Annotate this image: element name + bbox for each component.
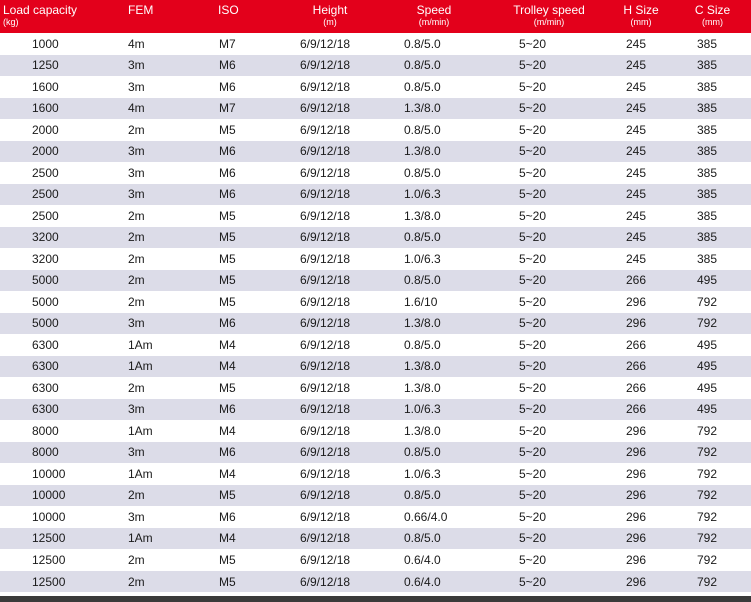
cell-height: 6/9/12/18 [282, 356, 378, 378]
cell-h-size: 296 [608, 528, 674, 550]
cell-c-size: 495 [674, 377, 751, 399]
table-row [0, 98, 751, 120]
cell-trolley-speed: 5~20 [490, 571, 608, 593]
header-trolley-speed [490, 0, 608, 33]
cell-h-size: 266 [608, 399, 674, 421]
cell-load-capacity: 1600 [0, 98, 94, 120]
cell-speed: 1.6/10 [378, 291, 490, 313]
cell-c-size: 792 [674, 549, 751, 571]
cell-speed: 1.0/6.3 [378, 184, 490, 206]
cell-speed: 1.3/8.0 [378, 313, 490, 335]
cell-speed: 1.3/8.0 [378, 420, 490, 442]
cell-iso: M6 [188, 313, 282, 335]
cell-fem: 2m [94, 291, 188, 313]
cell-h-size: 296 [608, 463, 674, 485]
table-row [0, 76, 751, 98]
cell-trolley-speed: 5~20 [490, 291, 608, 313]
cell-speed: 0.8/5.0 [378, 528, 490, 550]
cell-h-size: 245 [608, 76, 674, 98]
header-unit: (m) [323, 17, 337, 27]
cell-c-size: 385 [674, 184, 751, 206]
cell-trolley-speed: 5~20 [490, 184, 608, 206]
cell-trolley-speed: 5~20 [490, 442, 608, 464]
cell-fem: 3m [94, 506, 188, 528]
cell-trolley-speed: 5~20 [490, 119, 608, 141]
table-row [0, 33, 751, 55]
cell-load-capacity: 1250 [0, 55, 94, 77]
cell-c-size: 792 [674, 420, 751, 442]
cell-c-size: 385 [674, 248, 751, 270]
cell-fem: 3m [94, 55, 188, 77]
table-row [0, 55, 751, 77]
cell-c-size: 792 [674, 463, 751, 485]
cell-h-size: 296 [608, 506, 674, 528]
cell-trolley-speed: 5~20 [490, 485, 608, 507]
header-label: C Size [694, 3, 731, 17]
cell-height: 6/9/12/18 [282, 463, 378, 485]
cell-trolley-speed: 5~20 [490, 528, 608, 550]
cell-fem: 3m [94, 76, 188, 98]
table-row [0, 205, 751, 227]
cell-h-size: 245 [608, 184, 674, 206]
cell-speed: 0.8/5.0 [378, 119, 490, 141]
cell-speed: 0.8/5.0 [378, 485, 490, 507]
cell-load-capacity: 1600 [0, 76, 94, 98]
cell-load-capacity: 2000 [0, 141, 94, 163]
cell-height: 6/9/12/18 [282, 420, 378, 442]
cell-iso: M5 [188, 485, 282, 507]
cell-height: 6/9/12/18 [282, 33, 378, 55]
cell-c-size: 385 [674, 205, 751, 227]
table-row [0, 485, 751, 507]
cell-trolley-speed: 5~20 [490, 98, 608, 120]
cell-speed: 0.8/5.0 [378, 33, 490, 55]
header-h-size [608, 0, 674, 33]
cell-fem: 2m [94, 270, 188, 292]
cell-fem: 3m [94, 162, 188, 184]
cell-fem: 3m [94, 184, 188, 206]
bottom-divider [0, 596, 751, 602]
cell-trolley-speed: 5~20 [490, 549, 608, 571]
cell-speed: 0.6/4.0 [378, 571, 490, 593]
cell-iso: M5 [188, 227, 282, 249]
cell-c-size: 385 [674, 119, 751, 141]
table-row [0, 571, 751, 593]
header-unit: (kg) [3, 17, 19, 27]
header-row [0, 0, 751, 33]
cell-height: 6/9/12/18 [282, 141, 378, 163]
cell-fem: 2m [94, 571, 188, 593]
table-row [0, 313, 751, 335]
cell-c-size: 792 [674, 291, 751, 313]
cell-height: 6/9/12/18 [282, 227, 378, 249]
cell-trolley-speed: 5~20 [490, 227, 608, 249]
table-header [0, 0, 751, 33]
cell-iso: M7 [188, 98, 282, 120]
cell-load-capacity: 1000 [0, 33, 94, 55]
cell-h-size: 296 [608, 549, 674, 571]
table-row [0, 162, 751, 184]
cell-load-capacity: 2500 [0, 205, 94, 227]
cell-fem: 3m [94, 399, 188, 421]
cell-fem: 2m [94, 227, 188, 249]
cell-fem: 2m [94, 485, 188, 507]
cell-h-size: 296 [608, 420, 674, 442]
cell-load-capacity: 2500 [0, 184, 94, 206]
cell-trolley-speed: 5~20 [490, 141, 608, 163]
cell-trolley-speed: 5~20 [490, 463, 608, 485]
cell-speed: 1.3/8.0 [378, 356, 490, 378]
table-row [0, 356, 751, 378]
cell-iso: M5 [188, 248, 282, 270]
cell-h-size: 245 [608, 227, 674, 249]
cell-c-size: 385 [674, 33, 751, 55]
cell-iso: M4 [188, 334, 282, 356]
table-body [0, 33, 751, 592]
header-c-size [674, 0, 751, 33]
cell-trolley-speed: 5~20 [490, 506, 608, 528]
cell-load-capacity: 6300 [0, 377, 94, 399]
cell-load-capacity: 2500 [0, 162, 94, 184]
cell-fem: 4m [94, 33, 188, 55]
cell-iso: M4 [188, 356, 282, 378]
cell-speed: 0.8/5.0 [378, 55, 490, 77]
cell-height: 6/9/12/18 [282, 270, 378, 292]
cell-iso: M5 [188, 205, 282, 227]
cell-h-size: 245 [608, 205, 674, 227]
cell-h-size: 296 [608, 442, 674, 464]
cell-h-size: 245 [608, 248, 674, 270]
cell-h-size: 245 [608, 119, 674, 141]
cell-h-size: 296 [608, 485, 674, 507]
cell-height: 6/9/12/18 [282, 291, 378, 313]
cell-speed: 0.66/4.0 [378, 506, 490, 528]
cell-trolley-speed: 5~20 [490, 33, 608, 55]
cell-h-size: 296 [608, 313, 674, 335]
cell-speed: 0.8/5.0 [378, 162, 490, 184]
cell-trolley-speed: 5~20 [490, 55, 608, 77]
header-height [282, 0, 378, 33]
cell-fem: 2m [94, 119, 188, 141]
table-row [0, 506, 751, 528]
cell-h-size: 245 [608, 33, 674, 55]
table-row [0, 549, 751, 571]
header-label: Height [312, 3, 348, 17]
cell-c-size: 495 [674, 334, 751, 356]
cell-iso: M6 [188, 442, 282, 464]
cell-load-capacity: 3200 [0, 248, 94, 270]
cell-speed: 0.8/5.0 [378, 76, 490, 98]
cell-c-size: 792 [674, 313, 751, 335]
cell-height: 6/9/12/18 [282, 571, 378, 593]
header-label: FEM [128, 3, 154, 17]
cell-height: 6/9/12/18 [282, 184, 378, 206]
table-row [0, 420, 751, 442]
table-row [0, 141, 751, 163]
cell-iso: M5 [188, 377, 282, 399]
cell-iso: M5 [188, 291, 282, 313]
cell-fem: 1Am [94, 528, 188, 550]
cell-c-size: 385 [674, 141, 751, 163]
cell-h-size: 296 [608, 571, 674, 593]
header-load-capacity [0, 0, 94, 33]
cell-iso: M4 [188, 463, 282, 485]
cell-fem: 1Am [94, 463, 188, 485]
cell-h-size: 266 [608, 377, 674, 399]
cell-height: 6/9/12/18 [282, 76, 378, 98]
cell-fem: 1Am [94, 420, 188, 442]
cell-c-size: 792 [674, 571, 751, 593]
header-label: Load capacity [3, 3, 78, 17]
cell-load-capacity: 10000 [0, 463, 94, 485]
cell-load-capacity: 6300 [0, 334, 94, 356]
cell-h-size: 296 [608, 291, 674, 313]
cell-iso: M5 [188, 270, 282, 292]
cell-h-size: 266 [608, 356, 674, 378]
cell-speed: 1.3/8.0 [378, 141, 490, 163]
cell-height: 6/9/12/18 [282, 313, 378, 335]
cell-height: 6/9/12/18 [282, 98, 378, 120]
cell-load-capacity: 6300 [0, 356, 94, 378]
header-unit: (m/min) [533, 17, 565, 27]
cell-c-size: 495 [674, 270, 751, 292]
table-row [0, 248, 751, 270]
cell-load-capacity: 8000 [0, 420, 94, 442]
cell-h-size: 266 [608, 270, 674, 292]
cell-h-size: 245 [608, 55, 674, 77]
cell-height: 6/9/12/18 [282, 506, 378, 528]
cell-height: 6/9/12/18 [282, 205, 378, 227]
cell-height: 6/9/12/18 [282, 334, 378, 356]
cell-height: 6/9/12/18 [282, 399, 378, 421]
cell-load-capacity: 5000 [0, 291, 94, 313]
cell-height: 6/9/12/18 [282, 485, 378, 507]
cell-height: 6/9/12/18 [282, 549, 378, 571]
cell-trolley-speed: 5~20 [490, 356, 608, 378]
cell-fem: 3m [94, 141, 188, 163]
cell-load-capacity: 12500 [0, 549, 94, 571]
cell-fem: 2m [94, 205, 188, 227]
cell-h-size: 266 [608, 334, 674, 356]
cell-iso: M6 [188, 55, 282, 77]
cell-speed: 0.8/5.0 [378, 442, 490, 464]
cell-trolley-speed: 5~20 [490, 205, 608, 227]
cell-trolley-speed: 5~20 [490, 76, 608, 98]
cell-h-size: 245 [608, 162, 674, 184]
table-row [0, 399, 751, 421]
cell-speed: 1.3/8.0 [378, 377, 490, 399]
header-label: Trolley speed [513, 3, 585, 17]
header-label: H Size [623, 3, 659, 17]
cell-iso: M7 [188, 33, 282, 55]
cell-iso: M4 [188, 528, 282, 550]
cell-load-capacity: 8000 [0, 442, 94, 464]
cell-load-capacity: 12500 [0, 528, 94, 550]
header-speed [378, 0, 490, 33]
table-row [0, 528, 751, 550]
cell-load-capacity: 5000 [0, 313, 94, 335]
cell-fem: 3m [94, 313, 188, 335]
cell-fem: 1Am [94, 356, 188, 378]
cell-speed: 1.3/8.0 [378, 98, 490, 120]
header-iso [188, 0, 282, 33]
table-row [0, 442, 751, 464]
cell-speed: 1.3/8.0 [378, 205, 490, 227]
cell-load-capacity: 2000 [0, 119, 94, 141]
header-unit: (mm) [630, 17, 652, 27]
cell-c-size: 385 [674, 55, 751, 77]
table-row [0, 184, 751, 206]
cell-iso: M6 [188, 141, 282, 163]
cell-speed: 0.6/4.0 [378, 549, 490, 571]
cell-load-capacity: 10000 [0, 485, 94, 507]
cell-fem: 2m [94, 248, 188, 270]
cell-speed: 0.8/5.0 [378, 334, 490, 356]
header-label: ISO [218, 3, 239, 17]
table-row [0, 119, 751, 141]
cell-load-capacity: 12500 [0, 571, 94, 593]
cell-height: 6/9/12/18 [282, 248, 378, 270]
cell-c-size: 385 [674, 98, 751, 120]
cell-c-size: 495 [674, 399, 751, 421]
table-row [0, 334, 751, 356]
cell-speed: 0.8/5.0 [378, 227, 490, 249]
cell-trolley-speed: 5~20 [490, 313, 608, 335]
cell-trolley-speed: 5~20 [490, 377, 608, 399]
cell-iso: M6 [188, 506, 282, 528]
cell-c-size: 495 [674, 356, 751, 378]
cell-load-capacity: 10000 [0, 506, 94, 528]
cell-c-size: 385 [674, 162, 751, 184]
header-label: Speed [416, 3, 452, 17]
cell-c-size: 792 [674, 506, 751, 528]
table-row [0, 377, 751, 399]
cell-h-size: 245 [608, 141, 674, 163]
cell-height: 6/9/12/18 [282, 442, 378, 464]
cell-h-size: 245 [608, 98, 674, 120]
header-fem [94, 0, 188, 33]
cell-trolley-speed: 5~20 [490, 270, 608, 292]
cell-load-capacity: 6300 [0, 399, 94, 421]
cell-load-capacity: 3200 [0, 227, 94, 249]
cell-fem: 3m [94, 442, 188, 464]
cell-speed: 1.0/6.3 [378, 399, 490, 421]
cell-iso: M4 [188, 420, 282, 442]
cell-iso: M5 [188, 549, 282, 571]
cell-height: 6/9/12/18 [282, 119, 378, 141]
header-unit: (mm) [702, 17, 723, 27]
cell-c-size: 385 [674, 76, 751, 98]
cell-speed: 0.8/5.0 [378, 270, 490, 292]
table-row [0, 227, 751, 249]
cell-fem: 4m [94, 98, 188, 120]
cell-fem: 2m [94, 549, 188, 571]
table-row [0, 291, 751, 313]
cell-c-size: 385 [674, 227, 751, 249]
cell-iso: M6 [188, 162, 282, 184]
cell-iso: M5 [188, 571, 282, 593]
header-unit: (m/min) [418, 17, 450, 27]
cell-iso: M6 [188, 184, 282, 206]
cell-height: 6/9/12/18 [282, 162, 378, 184]
cell-c-size: 792 [674, 485, 751, 507]
cell-trolley-speed: 5~20 [490, 162, 608, 184]
cell-iso: M6 [188, 76, 282, 98]
cell-height: 6/9/12/18 [282, 55, 378, 77]
cell-trolley-speed: 5~20 [490, 420, 608, 442]
cell-trolley-speed: 5~20 [490, 399, 608, 421]
cell-height: 6/9/12/18 [282, 528, 378, 550]
cell-load-capacity: 5000 [0, 270, 94, 292]
cell-fem: 2m [94, 377, 188, 399]
cell-c-size: 792 [674, 442, 751, 464]
cell-trolley-speed: 5~20 [490, 334, 608, 356]
cell-speed: 1.0/6.3 [378, 463, 490, 485]
cell-fem: 1Am [94, 334, 188, 356]
cell-iso: M5 [188, 119, 282, 141]
cell-trolley-speed: 5~20 [490, 248, 608, 270]
cell-iso: M6 [188, 399, 282, 421]
cell-speed: 1.0/6.3 [378, 248, 490, 270]
table-row [0, 463, 751, 485]
cell-c-size: 792 [674, 528, 751, 550]
table-row [0, 270, 751, 292]
cell-height: 6/9/12/18 [282, 377, 378, 399]
